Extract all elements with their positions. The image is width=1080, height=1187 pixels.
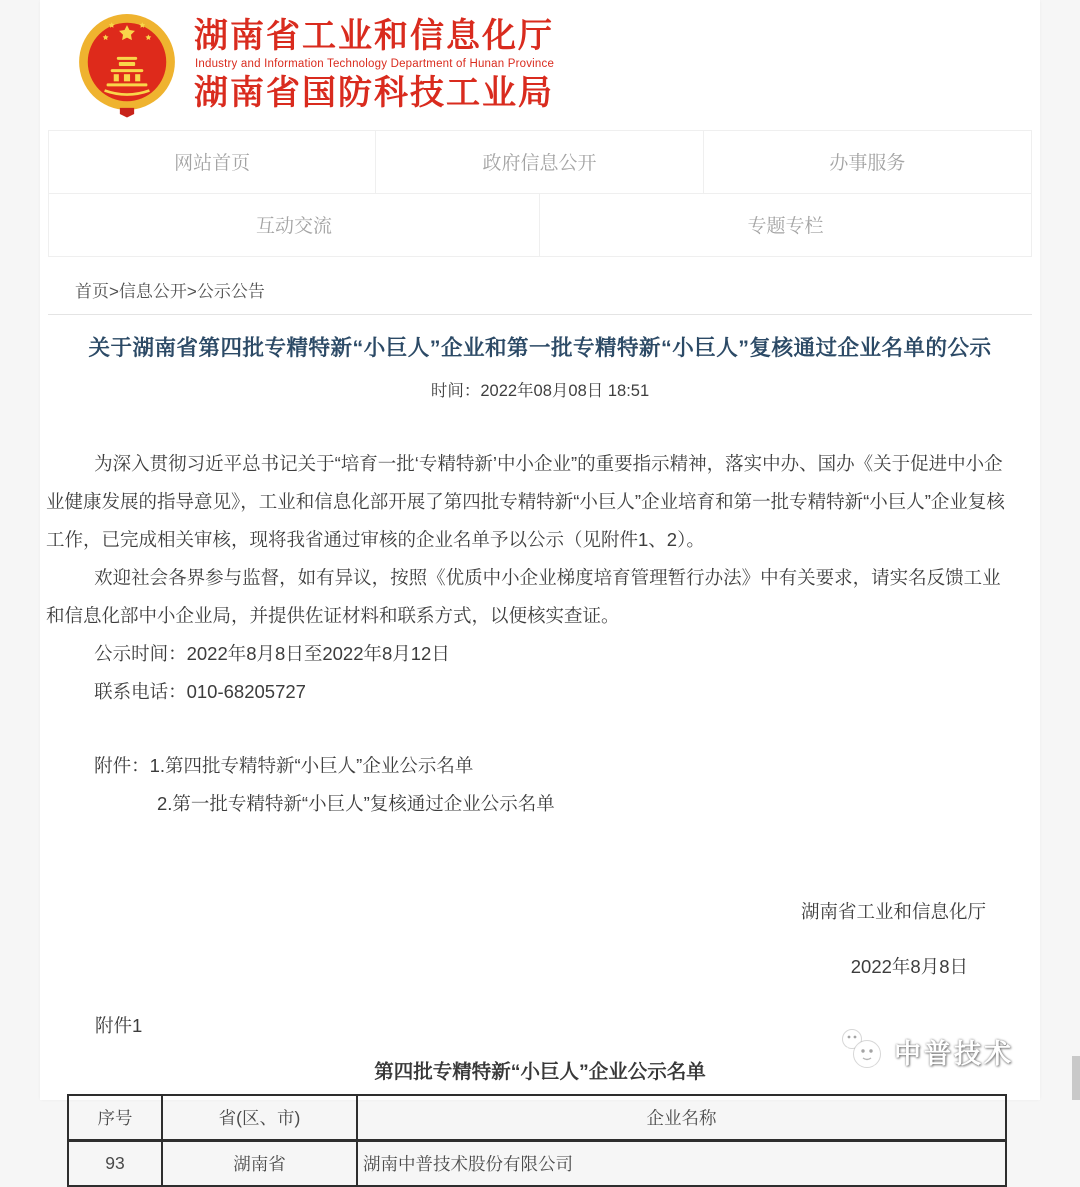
national-emblem-icon <box>74 10 180 118</box>
site-title-english: Industry and Information Technology Department of Hunan Province <box>195 57 555 70</box>
contact-phone: 联系电话：010-68205727 <box>94 681 306 702</box>
col-header-index: 序号 <box>68 1095 162 1141</box>
breadcrumb[interactable]: 首页>信息公开>公示公告 <box>48 265 1032 315</box>
signature-date: 2022年8月8日 <box>850 956 968 977</box>
attachment-item-1: 附件：1.第四批专精特新“小巨人”企业公示名单 <box>94 755 474 776</box>
nav-row-1 <box>48 130 1032 193</box>
article-body <box>46 445 1016 986</box>
attachments-list <box>46 747 1016 823</box>
article-title: 关于湖南省第四批专精特新“小巨人”企业和第一批专精特新“小巨人”复核通过企业名单的公示 <box>88 336 992 360</box>
col-header-province: 省(区、市) <box>162 1095 357 1141</box>
nav-item-gov-info[interactable]: 政府信息公开 <box>376 131 703 193</box>
nav-item-special-columns[interactable]: 专题专栏 <box>540 194 1031 256</box>
annex-table <box>67 1094 1007 1187</box>
paragraph-2: 欢迎社会各界参与监督，如有异议，按照《优质中小企业梯度培育管理暂行办法》中有关要求，请实名反馈工业和信息化部中小企业局，并提供佐证材料和联系方式，以便核实查证。 <box>46 567 1001 626</box>
cell-company: 湖南中普技术股份有限公司 <box>357 1141 1006 1187</box>
paragraph-1: 为深入贯彻习近平总书记关于“培育一批‘专精特新’中小企业”的重要指示精神，落实中办、国办《关于促进中小企业健康发展的指导意见》，工业和信息化部开展了第四批专精特新“小巨人”企业培育和第一批专精特新“小巨人”企业复核工作，已完成相关审核，现将我省通过审核的企业名单予以公示（见附件1、2）。 <box>46 453 1005 550</box>
notice-period: 公示时间：2022年8月8日至2022年8月12日 <box>94 643 450 664</box>
article-timestamp: 时间：2022年08月08日 18:51 <box>430 382 650 400</box>
table-header-row <box>68 1095 1006 1141</box>
site-header <box>40 0 1040 130</box>
cell-province: 湖南省 <box>162 1141 357 1187</box>
annex-table-title: 第四批专精特新“小巨人”企业公示名单 <box>374 1061 706 1083</box>
scrollbar-thumb[interactable] <box>1072 1056 1080 1100</box>
site-title-org1: 湖南省工业和信息化厅 <box>194 16 554 55</box>
attachment-item-2: 2.第一批专精特新“小巨人”复核通过企业公示名单 <box>157 793 555 814</box>
page-container <box>40 0 1040 1174</box>
nav-item-home[interactable]: 网站首页 <box>49 131 376 193</box>
nav-item-interaction[interactable]: 互动交流 <box>49 194 540 256</box>
watermark-text: 中普技术 <box>894 1039 1014 1069</box>
signature-block <box>46 893 1016 986</box>
site-title-org2: 湖南省国防科技工业局 <box>194 73 554 112</box>
site-titles <box>194 17 554 112</box>
col-header-company: 企业名称 <box>357 1095 1006 1141</box>
table-row <box>68 1141 1006 1187</box>
main-navigation <box>48 130 1032 257</box>
annex-label: 附件1 <box>95 1015 143 1036</box>
signature-organization: 湖南省工业和信息化厅 <box>800 901 986 922</box>
nav-row-2 <box>48 193 1032 257</box>
nav-item-services[interactable]: 办事服务 <box>704 131 1031 193</box>
cell-index: 93 <box>68 1141 162 1187</box>
